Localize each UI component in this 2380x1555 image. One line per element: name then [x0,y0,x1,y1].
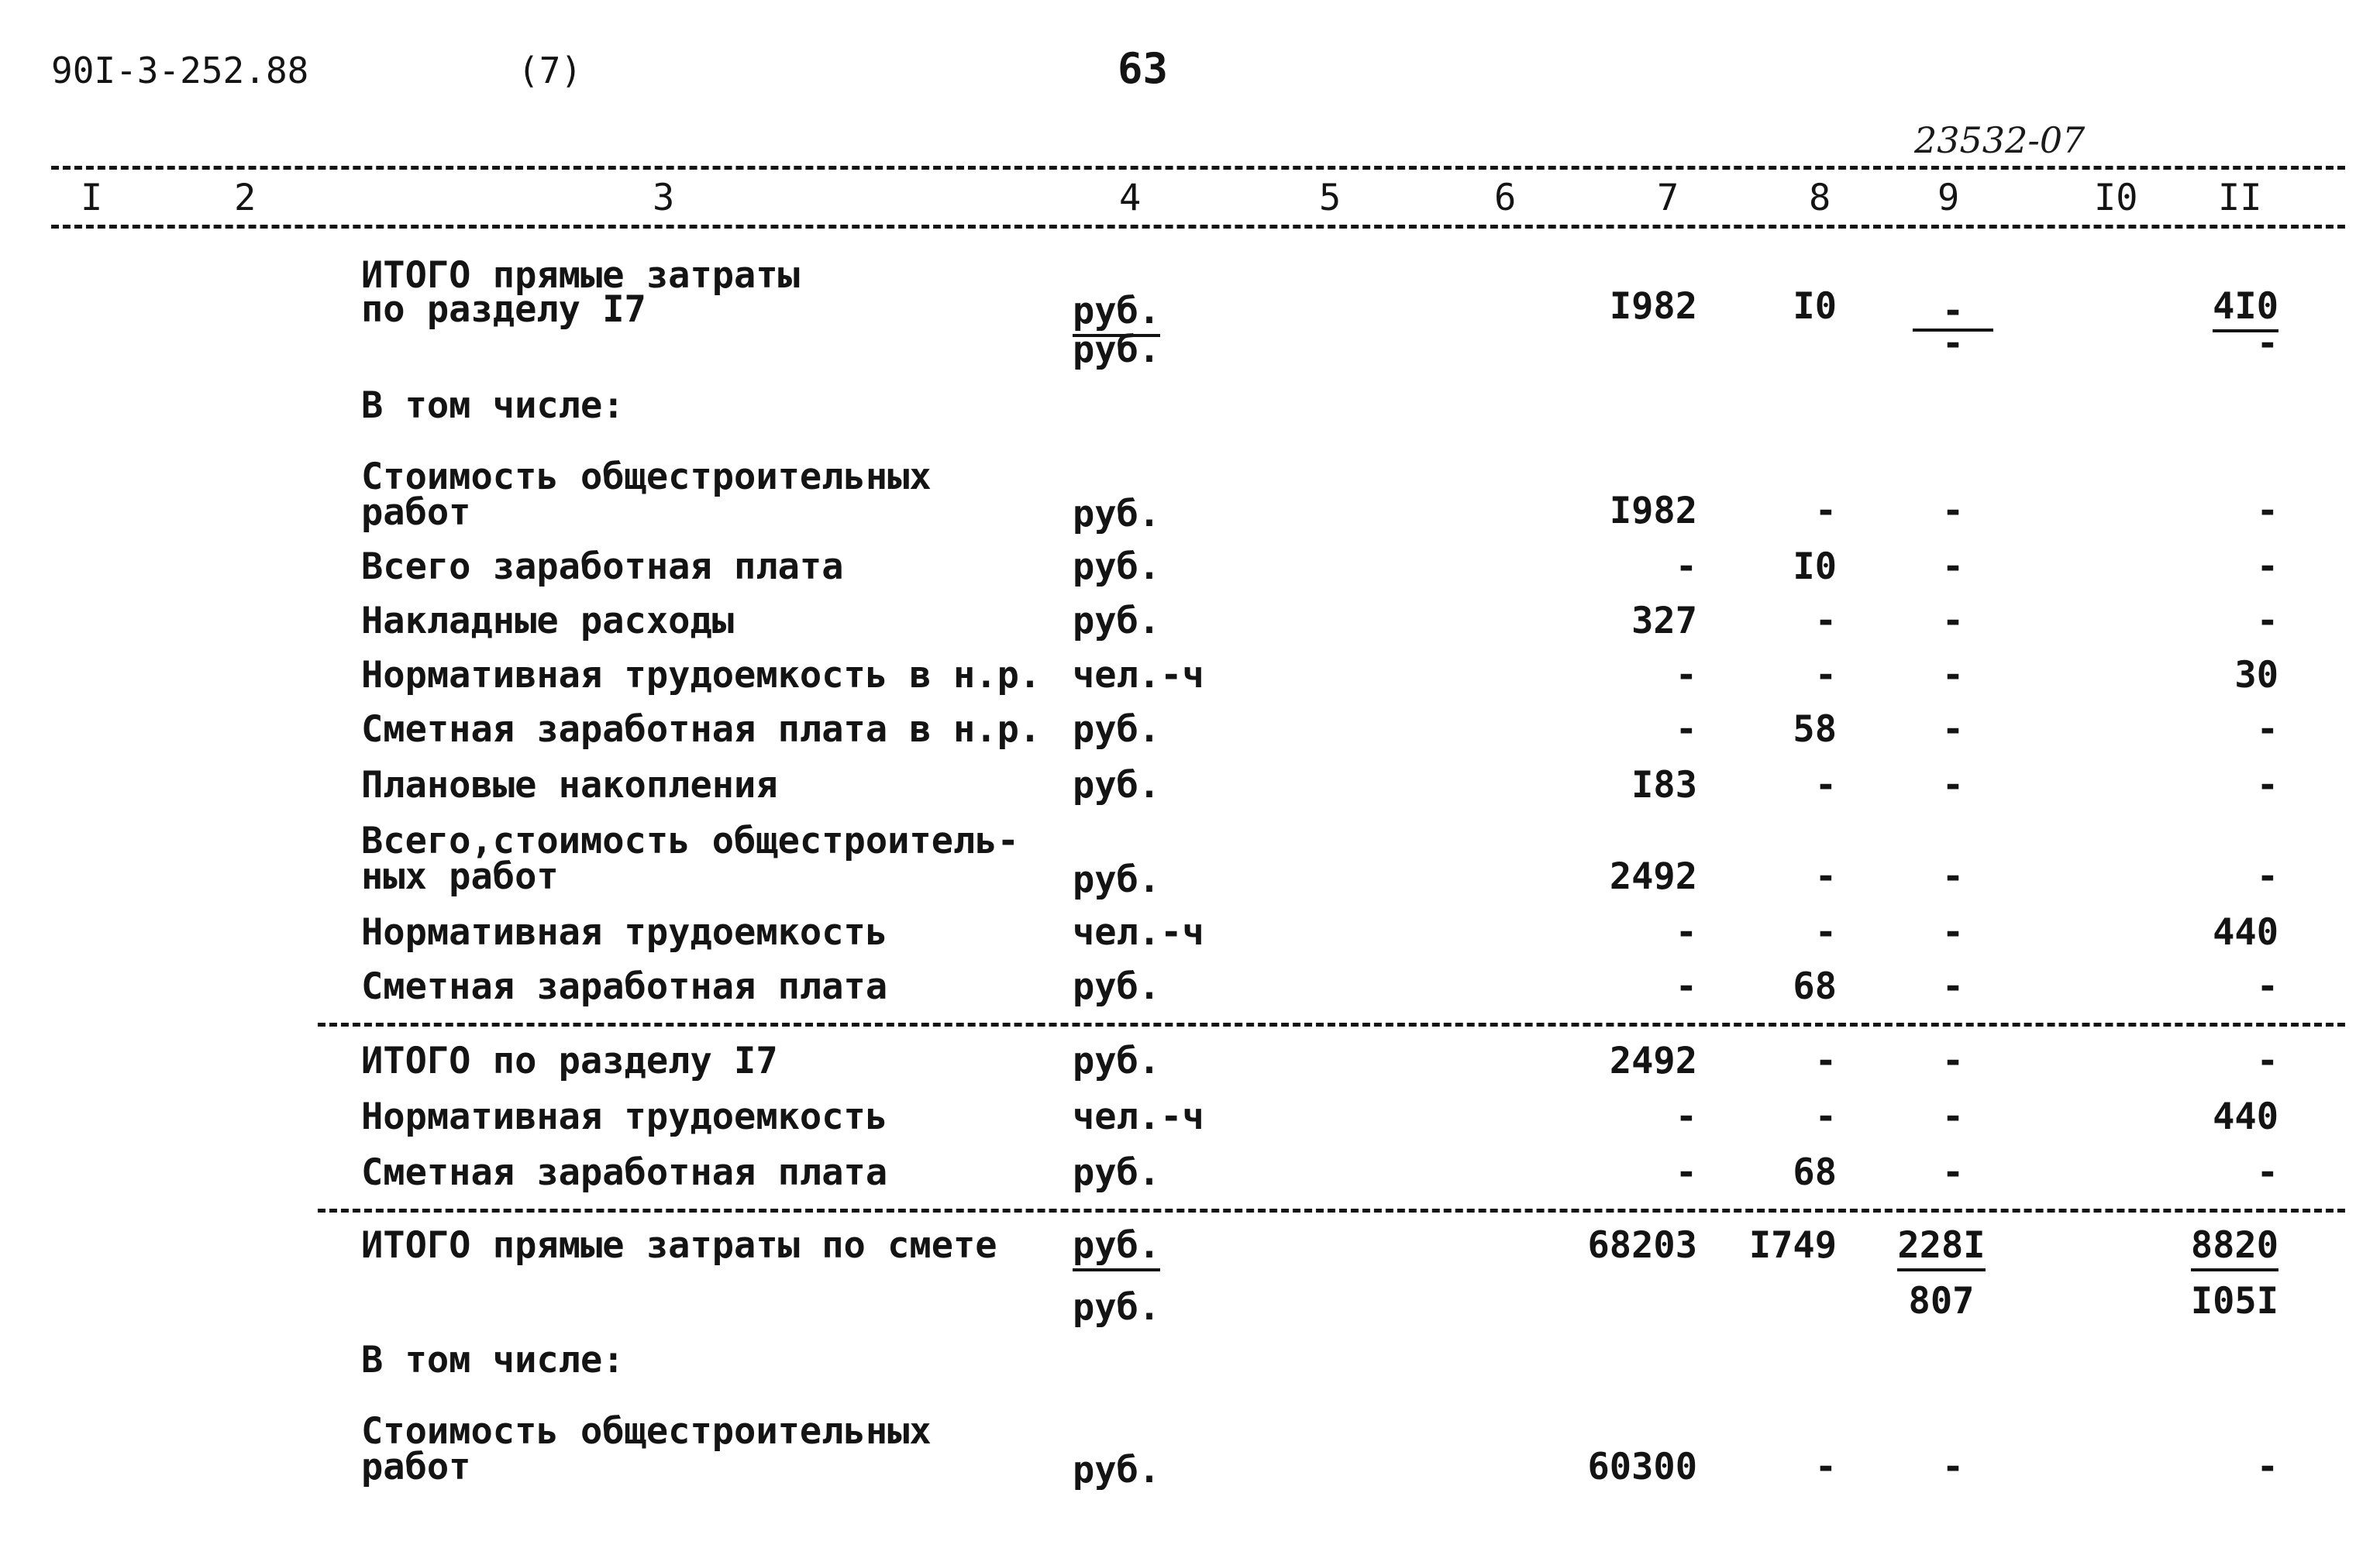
section-divider [318,1023,2345,1027]
cell-col9: - [1941,545,1965,588]
cell-col11: 440 [2213,1096,2278,1138]
row-unit: руб. [1073,545,1161,588]
part-number: (7) [518,50,583,91]
cell-col11: - [2256,600,2278,642]
column-header-5: 5 [1319,177,1342,219]
cell-col11: 4I0 [2185,288,2278,325]
header-bottom-rule [51,225,2345,229]
unit-numerator: руб. [1073,1227,1160,1264]
cell-col8: I0 [1793,545,1837,588]
cell-col11: - [2256,965,2278,1008]
cell-col9: - [1941,290,1965,332]
row-unit: руб. [1073,858,1161,901]
cell-col9: - [1941,490,1965,532]
section-divider [318,1209,2345,1213]
row-unit: руб. [1073,600,1161,642]
cell-col8: 68 [1793,1151,1837,1194]
cell-col11: - [2256,1151,2278,1194]
row-label: Нормативная трудоемкость [361,1096,888,1138]
row-label-continued: ных работ [361,855,559,898]
cell-col9-denominator: - [1941,322,1965,365]
row-label: Нормативная трудоемкость [361,911,888,954]
cell-col7: 327 [1631,600,1697,642]
row-label-continued: по разделу I7 [361,288,646,331]
cell-col7: I982 [1609,490,1697,532]
column-header-1: I [81,177,103,219]
cell-col7: 68203 [1587,1224,1697,1267]
cell-col8: - [1814,654,1837,697]
row-label-continued: работ [361,491,471,534]
cell-col9: - [1941,654,1965,697]
cell-col11: - [2256,708,2278,751]
row-label: ИТОГО прямые затраты по смете [361,1224,997,1267]
cell-col9: - [1941,708,1965,751]
cell-col11-denominator: I05I [2190,1280,2278,1323]
row-label: Стоимость общестроительных [361,456,932,498]
cell-col8: - [1814,764,1837,807]
column-header-10: I0 [2094,177,2138,219]
cell-col7: - [1675,545,1697,588]
row-label: Сметная заработная плата [361,1151,888,1194]
cell-col7: - [1675,1151,1697,1194]
column-header-7: 7 [1657,177,1679,219]
cell-col8: - [1814,855,1837,898]
cell-col8: - [1814,1040,1837,1082]
cell-col11: 8820 [2170,1227,2278,1264]
cell-col7: - [1675,654,1697,697]
cell-col8: 58 [1793,708,1837,751]
section-subheading: В том числе: [361,1339,625,1381]
cell-col11: 30 [2234,654,2278,697]
row-label: Всего заработная плата [361,545,844,588]
cell-col8: - [1814,600,1837,642]
row-label: Стоимость общестроительных [361,1410,932,1453]
row-unit: руб. [1073,493,1161,535]
cell-col11: - [2256,1040,2278,1082]
cell-col9: - [1941,764,1965,807]
row-label: ИТОГО прямые затраты [361,254,800,297]
cell-col11: - [2256,764,2278,807]
column-header-9: 9 [1937,177,1960,219]
row-label: Накладные расходы [361,600,735,642]
cell-col9: - [1941,855,1965,898]
cell-col9: - [1941,965,1965,1008]
cell-col7: I982 [1609,285,1697,328]
cell-col7: - [1675,965,1697,1008]
cell-col11: - [2256,1446,2278,1488]
document-code: 90I-3-252.88 [51,50,309,91]
cell-col11-denominator: - [2256,322,2278,365]
cell-col9: - [1941,1040,1965,1082]
cell-col7: 2492 [1609,1040,1697,1082]
unit-denominator: руб. [1073,1286,1161,1329]
cell-col8: - [1814,1446,1837,1488]
row-unit: чел.-ч [1073,654,1204,697]
row-unit: руб. [1073,708,1161,751]
row-unit: руб. [1073,1040,1161,1082]
row-label: Плановые накопления [361,764,778,807]
cell-col11: - [2256,490,2278,532]
row-unit: руб. [1073,965,1161,1008]
cell-col9: - [1941,1096,1965,1138]
section-subheading: В том числе: [361,384,625,427]
handwritten-sheet-number: 23532-07 [1914,119,2086,161]
cell-col9-denominator: 807 [1908,1280,1975,1323]
column-header-11: II [2218,177,2262,219]
cell-col7: 2492 [1609,855,1697,898]
cell-col8: 68 [1793,965,1837,1008]
cell-col7: - [1675,708,1697,751]
row-unit: руб. [1073,764,1161,807]
row-label: Всего,стоимость общестроитель- [361,820,1019,862]
row-label: Сметная заработная плата [361,965,888,1008]
cell-col7: - [1675,1096,1697,1138]
column-header-4: 4 [1119,177,1142,219]
cell-col11: - [2256,855,2278,898]
column-header-8: 8 [1809,177,1831,219]
unit-denominator: руб. [1073,329,1161,371]
row-unit: чел.-ч [1073,1096,1204,1138]
cell-col7: 60300 [1587,1446,1697,1488]
unit-numerator: руб. [1073,293,1160,329]
row-label-continued: работ [361,1446,471,1488]
cell-col7: I83 [1631,764,1697,807]
cell-col8: - [1814,490,1837,532]
cell-col9: - [1941,911,1965,954]
row-unit: руб. [1073,1449,1161,1491]
cell-col7: - [1675,911,1697,954]
row-label: ИТОГО по разделу I7 [361,1040,778,1082]
row-label: Сметная заработная плата в н.р. [361,708,1042,751]
page-number: 63 [1118,44,1169,93]
cell-col8: I0 [1793,285,1837,328]
cell-col9: - [1941,1151,1965,1194]
cell-col9: - [1941,1446,1965,1488]
column-header-2: 2 [234,177,257,219]
cell-col8: - [1814,1096,1837,1138]
cell-col9: - [1941,600,1965,642]
header-top-rule [51,166,2345,170]
cell-col11: 440 [2213,911,2278,954]
cell-col8: I749 [1748,1224,1837,1267]
row-unit: чел.-ч [1073,911,1204,954]
cell-col9: 228I [1883,1227,1999,1264]
cell-col11: - [2256,545,2278,588]
row-unit: руб. [1073,1151,1161,1194]
column-header-6: 6 [1494,177,1517,219]
cell-col8: - [1814,911,1837,954]
column-header-3: 3 [653,177,675,219]
row-label: Нормативная трудоемкость в н.р. [361,654,1042,697]
